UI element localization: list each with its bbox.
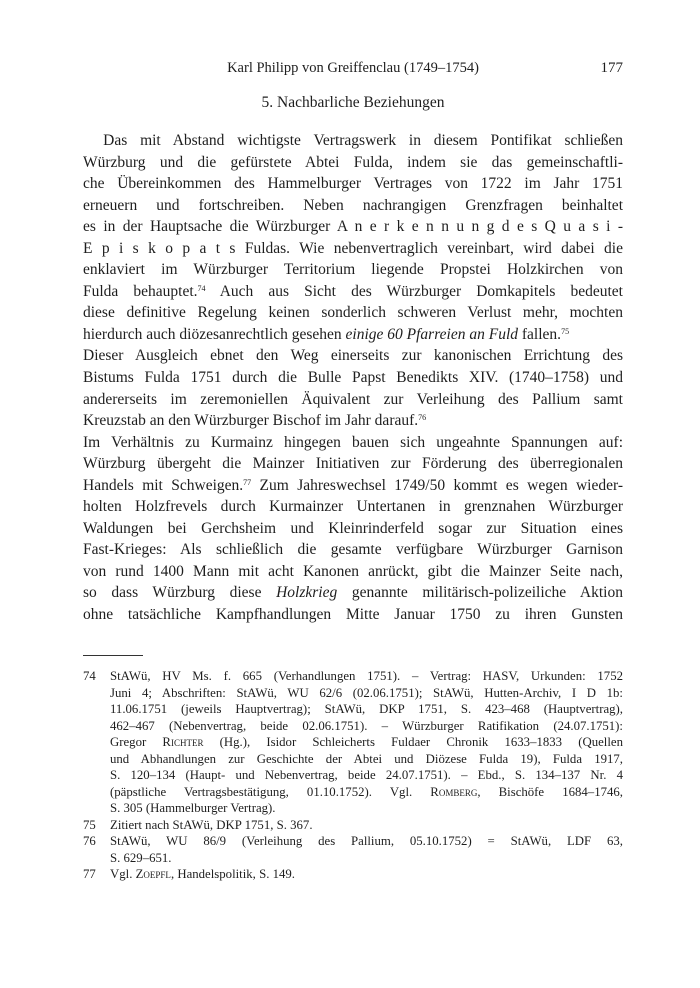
body-text bbox=[83, 130, 623, 626]
body-text-run: hierdurch auch diözesanrechtlich gesehen bbox=[83, 325, 346, 343]
body-line bbox=[83, 475, 623, 497]
footnote-line: 462–467 (Nebenvertrag, beide 02.06.1751). – Würzburger Ratifikation (24.07.1751): bbox=[110, 718, 623, 733]
footnote-number: 76 bbox=[83, 834, 96, 848]
footnote-ref[interactable]: 77 bbox=[243, 477, 252, 487]
footnote-number: 77 bbox=[83, 867, 96, 881]
body-line: Das mit Abstand wichtigste Vertragswerk in diesem Pontifikat schließen bbox=[103, 132, 623, 149]
body-text-run: genannte militärisch-polizeiliche Aktion bbox=[337, 584, 623, 602]
running-head: Karl Philipp von Greiffenclau (1749–1754) bbox=[227, 60, 479, 76]
author-name: Zoepfl bbox=[135, 867, 171, 881]
footnote-number: 75 bbox=[83, 817, 96, 832]
footnote-number: 74 bbox=[83, 669, 96, 683]
body-text-run: Kreuzstab an den Würzburger Bischof im Jahr darauf. bbox=[83, 412, 419, 430]
body-line: erneuern und fortschreiben. Neben nachrangigen Grenzfragen beinhaltet bbox=[83, 196, 623, 214]
body-line bbox=[83, 324, 623, 346]
body-text-run: so dass Würzburg diese bbox=[83, 584, 277, 602]
body-text-run: Auch aus Sicht des Würzburger Domkapitels bedeutet bbox=[205, 282, 623, 300]
footnote-text-run: (päpstliche Vertragsbestätigung, 01.10.1752). Vgl. bbox=[110, 784, 431, 799]
footnotes bbox=[83, 668, 623, 883]
footnote-line: StAWü, WU 86/9 (Verleihung des Pallium, 05.10.1752) = StAWü, LDF 63, bbox=[110, 834, 623, 848]
body-line: Würzburg und die gefürstete Abtei Fulda, indem sie das gemeinschaftli- bbox=[83, 153, 623, 171]
footnote-line: S. 120–134 (Haupt- und Nebenvertrag, beide 24.07.1751). – Ebd., S. 134–137 Nr. 4 bbox=[110, 768, 623, 782]
body-line: holten Holzfrevels durch Kurmainzer Untertanen in grenznahen Würzburger bbox=[83, 498, 623, 516]
author-name: Romberg bbox=[430, 784, 478, 799]
body-text-run: Handels mit Schweigen. bbox=[83, 476, 244, 494]
body-text-run: Zum Jahreswechsel 1749/50 kommt es wegen wieder- bbox=[251, 476, 623, 494]
body-line: Fast-Krieges: Als schließlich die gesamte verfügbare Würzburger Garnison bbox=[83, 541, 623, 559]
footnote-line: 11.06.1751 (jeweils Hauptvertrag); StAWü, DKP 1751, S. 423–468 (Hauptvertrag), bbox=[110, 702, 623, 716]
body-text-run: fallen. bbox=[518, 325, 562, 343]
body-line bbox=[83, 582, 623, 604]
body-line: es in der Hauptsache die Würzburger A n e r k e n n u n g d e s Q u a s i - bbox=[83, 218, 623, 236]
body-line: Bistums Fulda 1751 durch die Bulle Papst Benedikts XIV. (1740–1758) und bbox=[83, 369, 623, 387]
footnote-ref[interactable]: 74 bbox=[197, 283, 206, 293]
body-line: E p i s k o p a t s Fuldas. Wie nebenvertraglich vereinbart, wird dabei die bbox=[83, 239, 623, 257]
footnote-text-run: , Handelspolitik, S. 149. bbox=[170, 867, 295, 881]
footnote-line bbox=[110, 734, 623, 751]
footnote-line: S. 629–651. bbox=[110, 850, 172, 865]
body-line: diese definitive Regelung keinen sonderlich schweren Verlust mehr, mochten bbox=[83, 304, 623, 322]
footnote-line: Juni 4; Abschriften: StAWü, WU 62/6 (02.06.1751); StAWü, Hutten-Archiv, I D 1b: bbox=[110, 685, 623, 700]
body-line: che Übereinkommen des Hammelburger Vertrages von 1722 im Jahr 1751 bbox=[83, 175, 623, 193]
body-line bbox=[83, 410, 623, 432]
page-number: 177 bbox=[600, 60, 623, 76]
footnote-text-run: (Hg.), Isidor Schleicherts Fuldaer Chronik 1633–1833 (Quellen bbox=[203, 735, 623, 749]
footnote bbox=[83, 817, 623, 834]
footnote-line: Zitiert nach StAWü, DKP 1751, S. 367. bbox=[110, 817, 313, 832]
section-title: 5. Nachbarliche Beziehungen bbox=[261, 94, 445, 111]
footnote bbox=[83, 668, 623, 817]
body-line: enklaviert im Würzburger Territorium liegende Propstei Holzkirchen von bbox=[83, 261, 623, 279]
footnote-line bbox=[110, 866, 623, 883]
footnote-divider bbox=[83, 655, 143, 656]
footnote-text-run: Gregor bbox=[110, 735, 163, 749]
italic-quote: einige 60 Pfarreien an Fuld bbox=[345, 325, 519, 343]
footnote-ref[interactable]: 76 bbox=[418, 413, 427, 423]
body-line: andererseits im zeremoniellen Äquivalent zur Verleihung des Pallium samt bbox=[83, 390, 623, 408]
page-header bbox=[83, 60, 623, 82]
footnote-line: und Abhandlungen zur Geschichte der Abtei und Diözese Fulda 19), Fulda 1917, bbox=[110, 751, 623, 766]
body-line: ohne tatsächliche Kampfhandlungen Mitte Januar 1750 zu ihren Gunsten bbox=[83, 606, 623, 624]
footnote-ref[interactable]: 75 bbox=[561, 326, 570, 336]
author-name: Richter bbox=[162, 735, 204, 749]
body-line: Waldungen bei Gerchsheim und Kleinrinderfeld sogar zur Situation eines bbox=[83, 519, 623, 537]
body-line: Würzburg übergeht die Mainzer Initiativen zur Förderung des überregionalen bbox=[83, 455, 623, 473]
body-line bbox=[83, 281, 623, 303]
footnote-text-run: Vgl. bbox=[110, 867, 136, 881]
body-text-run: Fulda behauptet. bbox=[83, 282, 198, 300]
footnote bbox=[83, 833, 623, 866]
footnote bbox=[83, 866, 623, 883]
footnote-line: S. 305 (Hammelburger Vertrag). bbox=[110, 801, 276, 815]
body-line: Dieser Ausgleich ebnet den Weg einerseits zur kanonischen Errichtung des bbox=[83, 347, 623, 365]
body-line: Im Verhältnis zu Kurmainz hingegen bauen sich ungeahnte Spannungen auf: bbox=[83, 433, 623, 451]
italic-term: Holzkrieg bbox=[276, 584, 338, 602]
body-line: von rund 1400 Mann mit acht Kanonen anrückt, gibt die Mainzer Seite nach, bbox=[83, 562, 623, 580]
footnote-line: StAWü, HV Ms. f. 665 (Verhandlungen 1751). – Vertrag: HASV, Urkunden: 1752 bbox=[110, 669, 623, 683]
footnote-line bbox=[110, 784, 623, 801]
footnote-text-run: , Bischöfe 1684–1746, bbox=[477, 784, 623, 799]
